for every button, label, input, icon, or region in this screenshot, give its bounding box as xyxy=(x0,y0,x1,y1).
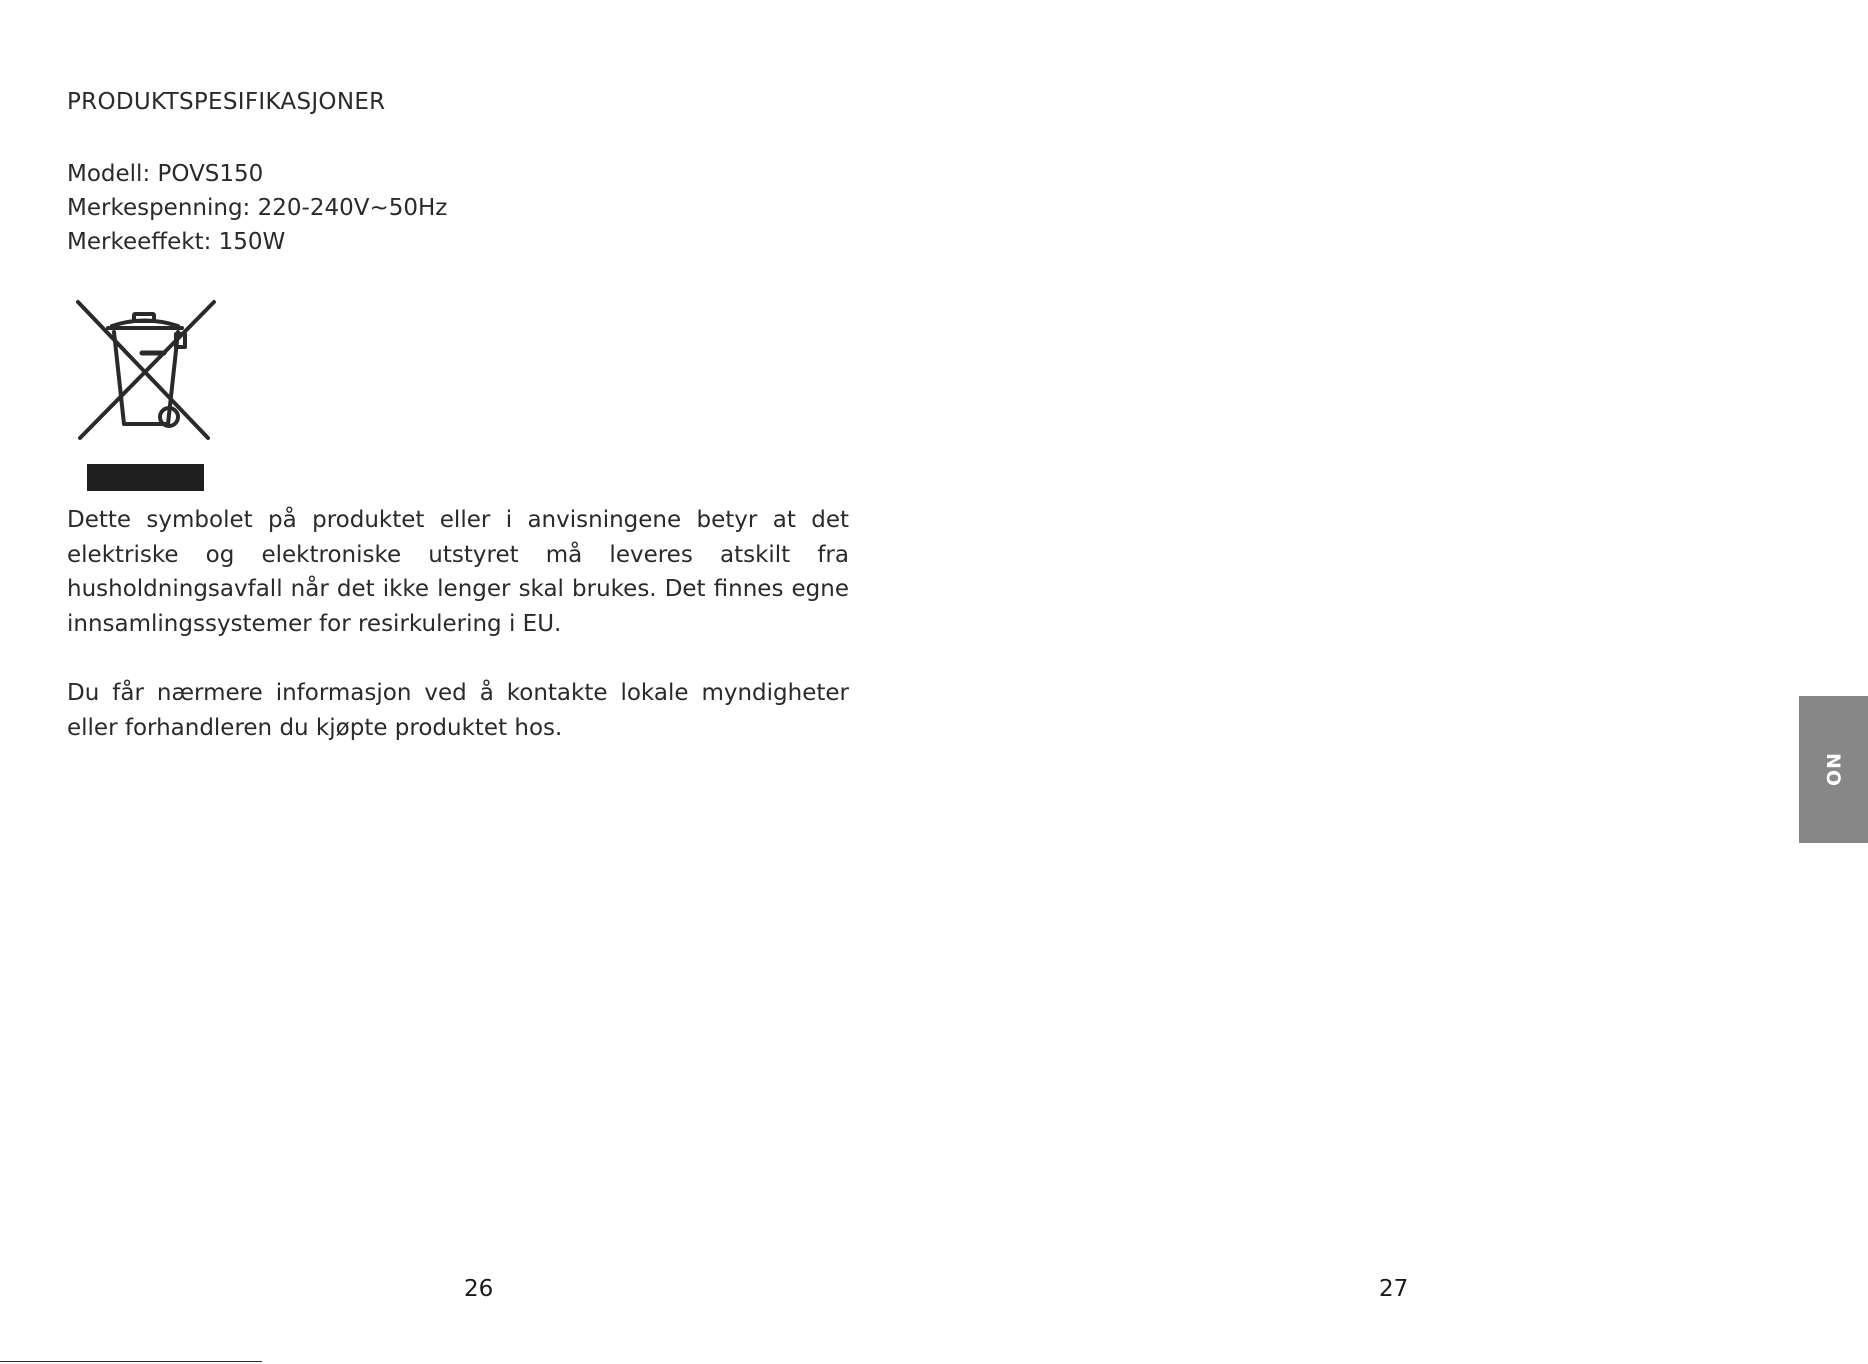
page-number-left: 26 xyxy=(464,1276,494,1302)
page-number-right: 27 xyxy=(1379,1276,1409,1302)
crossed-out-wheelie-bin-icon xyxy=(70,296,220,496)
spec-list xyxy=(67,157,447,259)
right-page xyxy=(934,0,1868,1364)
spec-power: Merkeeffekt: 150W xyxy=(67,229,286,255)
spec-model: Modell: POVS150 xyxy=(67,161,264,187)
bottom-rule xyxy=(0,1361,262,1362)
language-tab-label: NO xyxy=(1822,752,1845,787)
disposal-paragraph: Dette symbolet på produktet eller i anvisningene betyr at det elektriske og elektroniske utstyret må leveres atskilt fra husholdningsavfall når det ikke lenger skal brukes. Det finnes egne innsamlingssystemer for resirkulering i EU. xyxy=(67,507,849,637)
page-heading: PRODUKTSPESIFIKASJONER xyxy=(67,89,386,115)
spec-voltage: Merkespenning: 220-240V~50Hz xyxy=(67,195,448,221)
contact-paragraph: Du får nærmere informasjon ved å kontakte lokale myndigheter eller forhandleren du kjøpte produktet hos. xyxy=(67,680,849,741)
language-tab xyxy=(1799,696,1868,843)
